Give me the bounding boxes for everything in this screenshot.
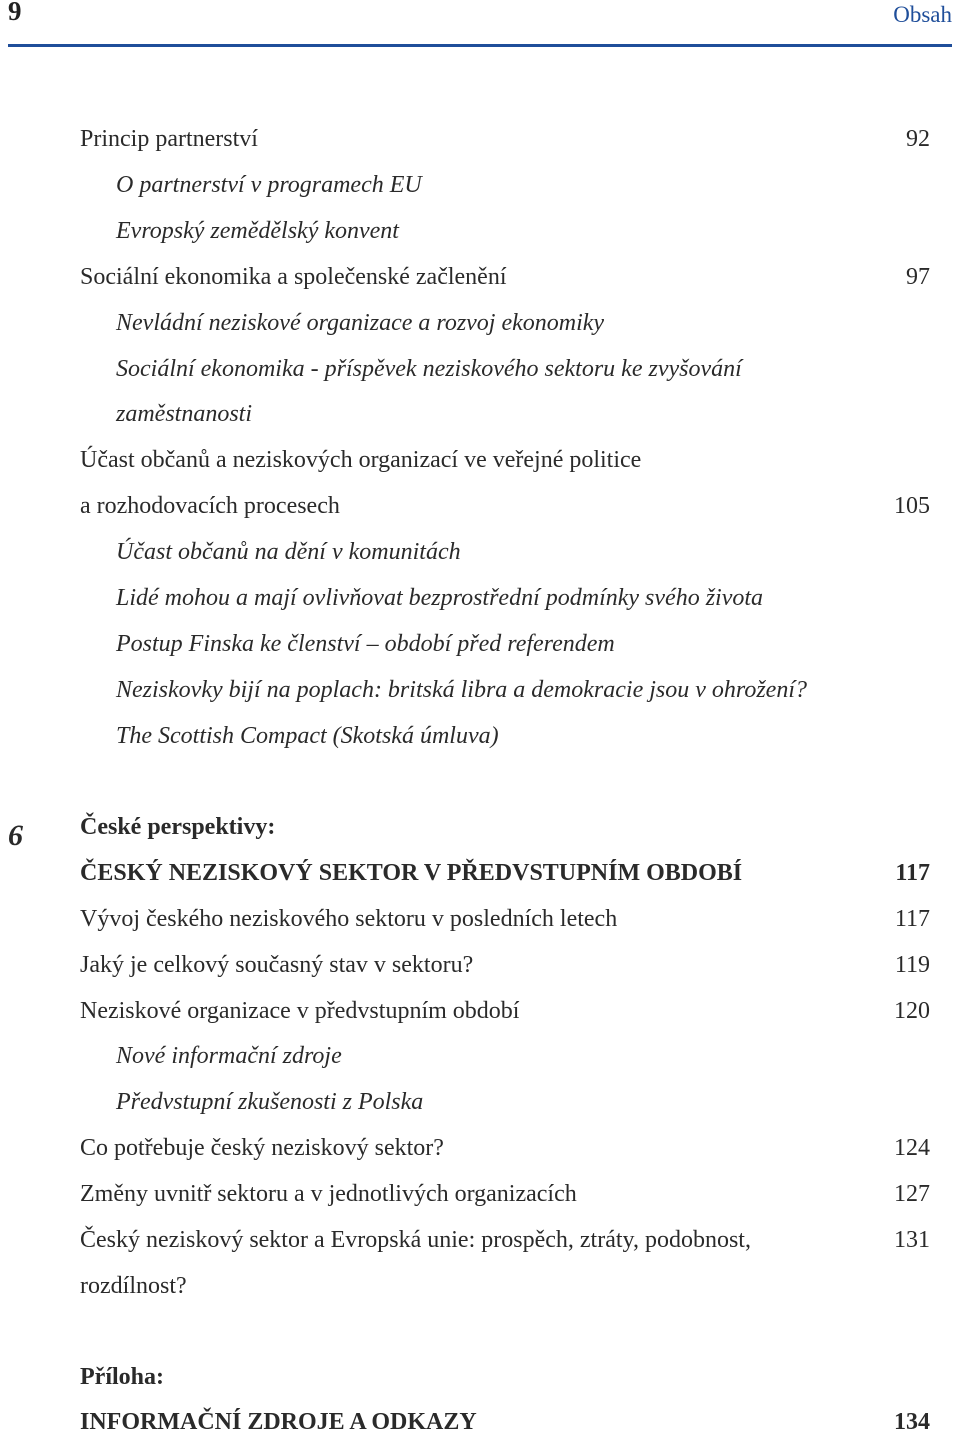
toc-entry-title: Změny uvnitř sektoru a v jednotlivých organizacích <box>80 1181 577 1207</box>
chapter-title <box>80 855 930 891</box>
toc-entry-title: Účast občanů na dění v komunitách <box>116 539 461 565</box>
toc-entry-page: 134 <box>894 1409 930 1435</box>
toc-entry-page: 119 <box>894 952 930 978</box>
toc-entry-title: Jaký je celkový současný stav v sektoru? <box>80 952 474 978</box>
toc-subentry <box>116 305 930 341</box>
toc-entry-title: Co potřebuje český neziskový sektor? <box>80 1135 444 1161</box>
toc-entry-title: Předvstupní zkušenosti z Polska <box>116 1089 424 1115</box>
toc-entry <box>80 1176 930 1212</box>
toc-entry-title: Evropský zemědělský konvent <box>116 218 399 244</box>
toc-entry-page: 92 <box>906 126 930 152</box>
toc-subentry <box>116 1084 930 1120</box>
toc-subentry <box>116 167 930 203</box>
toc-entry-title: České perspektivy: <box>80 814 276 840</box>
toc-subentry <box>116 718 930 754</box>
toc-entry-page: 131 <box>894 1227 930 1253</box>
toc-entry <box>80 1222 930 1258</box>
toc-entry-title: a rozhodovacích procesech <box>80 493 340 519</box>
toc-entry <box>80 1130 930 1166</box>
toc-entry <box>80 993 930 1029</box>
toc-entry-page: 127 <box>894 1181 930 1207</box>
toc-entry-title: zaměstnanosti <box>116 401 253 427</box>
toc-entry-title: Princip partnerství <box>80 126 258 152</box>
header-rule <box>8 44 952 47</box>
toc-subentry <box>116 626 930 662</box>
toc-entry-title: Účast občanů a neziskových organizací ve veřejné politice <box>80 447 642 473</box>
toc-entry-title: Vývoj českého neziskového sektoru v posledních letech <box>80 906 618 932</box>
toc-entry <box>80 901 930 937</box>
toc-entry-page: 105 <box>894 493 930 519</box>
toc-entry <box>80 1268 930 1304</box>
toc-entry-title: Příloha: <box>80 1364 164 1390</box>
toc-entry-title: Neziskovky bijí na poplach: britská libra a demokracie jsou v ohrožení? <box>116 677 807 703</box>
toc-subentry <box>116 351 930 387</box>
toc-entry-page: 117 <box>895 860 930 886</box>
toc-entry-title: Sociální ekonomika a společenské začlenění <box>80 264 507 290</box>
chapter-heading <box>80 809 930 845</box>
toc-entry-title: Český neziskový sektor a Evropská unie: prospěch, ztráty, podobnost, <box>80 1227 751 1253</box>
toc-entry-title: Sociální ekonomika - příspěvek neziskového sektoru ke zvyšování <box>116 356 742 382</box>
toc-entry-title: The Scottish Compact (Skotská úmluva) <box>116 723 499 749</box>
toc-entry-page: 124 <box>894 1135 930 1161</box>
toc-entry-title: Neziskové organizace v předvstupním období <box>80 998 520 1024</box>
toc-entry-page: 97 <box>906 264 930 290</box>
toc-entry-page: 117 <box>894 906 930 932</box>
toc-entry <box>80 121 930 157</box>
section-title: Obsah <box>893 2 952 27</box>
toc-entry-title: ČESKÝ NEZISKOVÝ SEKTOR V PŘEDVSTUPNÍM OBDOBÍ <box>80 860 743 886</box>
page-number: 9 <box>8 0 22 26</box>
toc-subentry <box>116 396 930 432</box>
toc-entry-title: Nevládní neziskové organizace a rozvoj ekonomiky <box>116 310 605 336</box>
toc-entry-title: Postup Finska ke členství – období před referendem <box>116 631 615 657</box>
toc-entry-title: INFORMAČNÍ ZDROJE A ODKAZY <box>80 1409 477 1435</box>
toc-entry <box>80 488 930 524</box>
toc-entry <box>80 442 930 478</box>
toc-entry-title: Lidé mohou a mají ovlivňovat bezprostřední podmínky svého života <box>116 585 764 611</box>
appendix-heading <box>80 1359 930 1395</box>
toc-subentry <box>116 580 930 616</box>
toc-entry <box>80 947 930 983</box>
toc-subentry <box>116 1038 930 1074</box>
toc-entry-title: Nové informační zdroje <box>116 1043 342 1069</box>
appendix-title <box>80 1404 930 1440</box>
toc-entry-title: rozdílnost? <box>80 1273 187 1299</box>
toc-subentry <box>116 534 930 570</box>
toc-entry-page: 120 <box>894 998 930 1024</box>
chapter-number: 6 <box>8 819 23 852</box>
page-header <box>0 0 960 48</box>
toc-subentry <box>116 213 930 249</box>
toc-entry-title: O partnerství v programech EU <box>116 172 422 198</box>
toc-subentry <box>116 672 930 708</box>
toc-entry <box>80 259 930 295</box>
